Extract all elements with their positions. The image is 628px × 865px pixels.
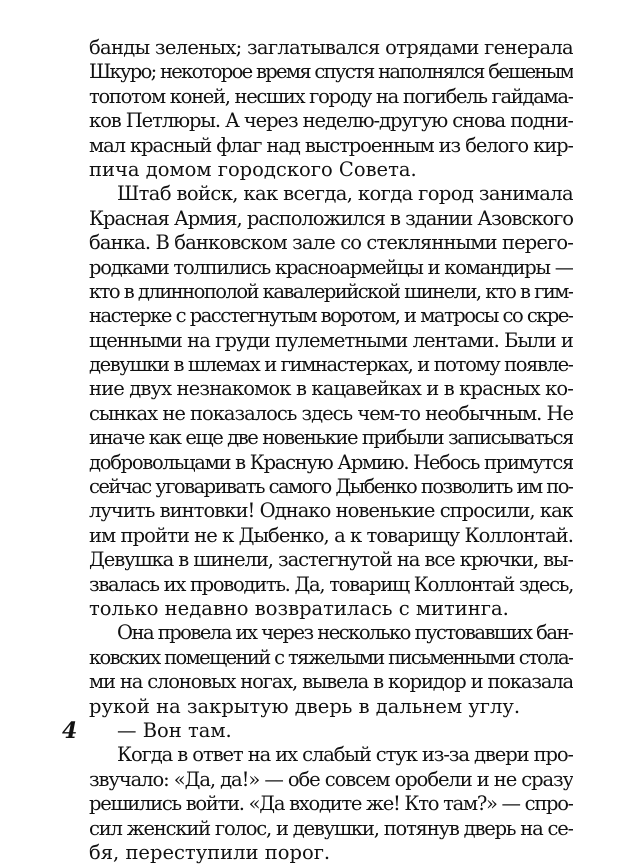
page-number: 4: [62, 718, 78, 744]
text-line: ков Петлюры. А через неделю-другую снова подни-: [89, 109, 573, 133]
text-line: бя, переступили порог.: [89, 840, 331, 864]
paragraph-1: [89, 36, 573, 182]
text-line: банка. В банковском зале со стеклянными перего-: [89, 231, 573, 255]
text-line: Штаб войск, как всегда, когда город занимала: [117, 182, 573, 206]
text-line: — Вон там.: [117, 718, 232, 742]
paragraph-3: [89, 621, 573, 719]
text-line: сейчас уговаривать самого Дыбенко позволить им по-: [89, 475, 573, 499]
text-line: решились войти. «Да входите же! Кто там?» — спро-: [89, 792, 573, 816]
text-line: Девушка в шинели, застегнутой на все крючки, вы-: [89, 548, 573, 572]
text-line: Она провела их через несколько пустовавших бан-: [117, 621, 573, 645]
text-line: иначе как еще две новенькие прибыли записываться: [89, 426, 573, 450]
text-line: добровольцами в Красную Армию. Небось примутся: [89, 450, 573, 474]
text-line: сынках не показалось здесь чем-то необычным. Не: [89, 401, 573, 425]
text-line: кто в длиннополой кавалерийской шинели, кто в гим-: [89, 279, 573, 303]
text-line: сил женский голос, и девушки, потянув дверь на се-: [89, 816, 573, 840]
text-line: родками толпились красноармейцы и командиры —: [89, 255, 573, 279]
text-line: Шкуро; некоторое время спустя наполнялся бешеным: [89, 60, 573, 84]
text-line: ковских помещений с тяжелыми письменными стола-: [89, 645, 573, 669]
text-line: звучало: «Да, да!» — обе совсем оробели и не сразу: [89, 767, 573, 791]
text-line: им пройти не к Дыбенко, а к товарищу Коллонтай.: [89, 523, 573, 547]
text-line: топотом коней, несших городу на погибель гайдама-: [89, 84, 573, 108]
text-line: ние двух незнакомок в кацавейках и в красных ко-: [89, 377, 573, 401]
paragraph-4: [89, 719, 573, 743]
text-line: девушки в шлемах и гимнастерках, и потому появле-: [89, 353, 573, 377]
text-line: банды зеленых; заглатывался отрядами генерала: [89, 36, 573, 59]
text-line: ми на слоновых ногах, вывела в коридор и показала: [89, 670, 573, 694]
text-line: Когда в ответ на их слабый стук из-за двери про-: [117, 743, 573, 767]
text-line: лучить винтовки! Однако новенькие спросили, как: [89, 499, 573, 523]
text-line: Красная Армия, расположился в здании Азовского: [89, 206, 573, 230]
text-line: только недавно возвратилась с митинга.: [89, 596, 509, 620]
text-line: настерке с расстегнутым воротом, и матросы со скре-: [89, 304, 573, 328]
text-line: пича домом городского Совета.: [89, 157, 417, 181]
text-line: щенными на груди пулеметными лентами. Были и: [89, 328, 573, 352]
paragraph-5: [89, 743, 573, 865]
paragraph-2: [89, 182, 573, 621]
text-line: рукой на закрытую дверь в дальнем углу.: [89, 694, 521, 718]
text-line: мал красный флаг над выстроенным из белого кир-: [89, 133, 573, 157]
text-line: звалась их проводить. Да, товарищ Коллонтай здесь,: [89, 572, 573, 596]
body-text: [89, 36, 573, 865]
